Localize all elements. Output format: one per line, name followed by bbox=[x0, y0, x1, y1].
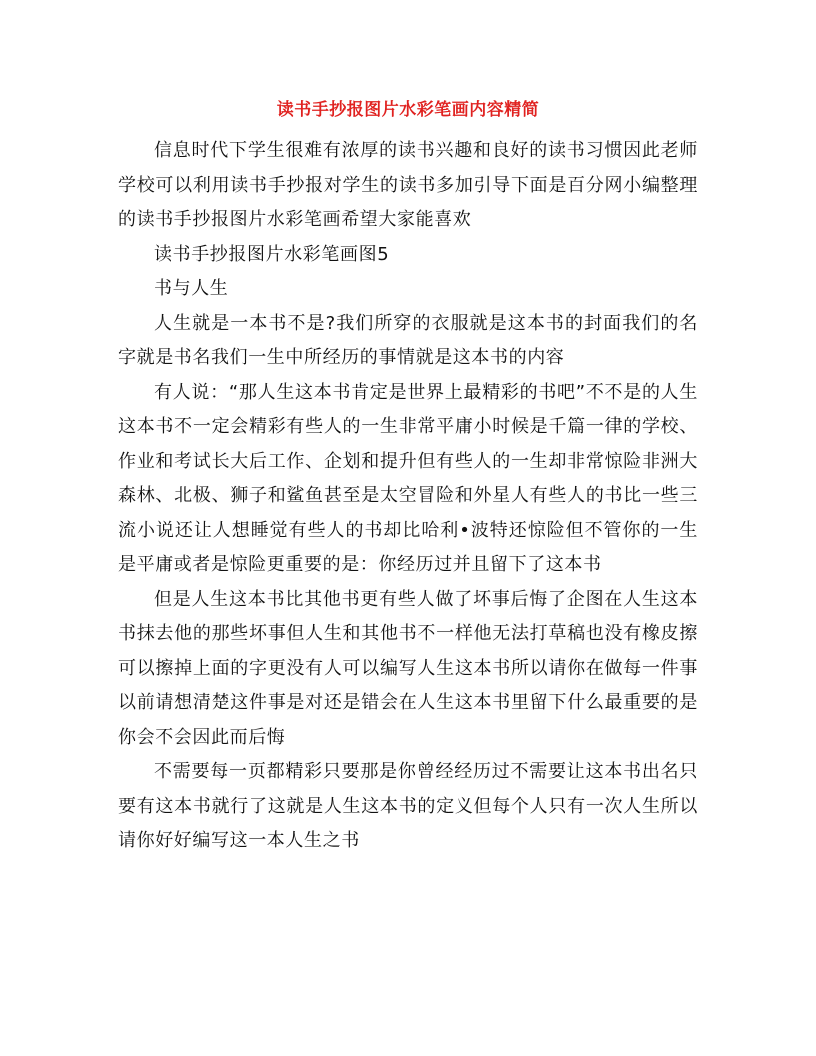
paragraph-life-is-a-book: 人生就是一本书不是?我们所穿的衣服就是这本书的封面我们的名字就是书名我们一生中所经历的事情就是这本书的内容 bbox=[118, 312, 698, 368]
document-body bbox=[118, 134, 698, 859]
paragraph-but-life-book: 但是人生这本书比其他书更有些人做了坏事后悔了企图在人生这本书抹去他的那些坏事但人生和其他书不一样他无法打草稿也没有橡皮擦可以擦掉上面的字更没有人可以编写人生这本书所以请你在做每一件事以前请想清楚这件事是对还是错会在人生这本书里留下什么最重要的是你会不会因此而后悔 bbox=[118, 588, 698, 748]
paragraph-intro: 信息时代下学生很难有浓厚的读书兴趣和良好的读书习惯因此老师学校可以利用读书手抄报对学生的读书多加引导下面是百分网小编整理的读书手抄报图片水彩笔画希望大家能喜欢 bbox=[118, 140, 698, 230]
paragraph-conclusion: 不需要每一页都精彩只要那是你曾经经历过不需要让这本书出名只要有这本书就行了这就是人生这本书的定义但每个人只有一次人生所以请你好好编写这一本人生之书 bbox=[118, 761, 698, 851]
paragraph-image-caption: 读书手抄报图片水彩笔画图5 bbox=[154, 243, 390, 265]
document-title: 读书手抄报图片水彩笔画内容精简 bbox=[276, 100, 540, 120]
paragraph-subheading: 书与人生 bbox=[154, 278, 229, 299]
paragraph-someone-said: 有人说：“那人生这本书肯定是世界上最精彩的书吧”不不是的人生这本书不一定会精彩有些人的一生非常平庸小时候是千篇一律的学校、作业和考试长大后工作、企划和提升但有些人的一生却非常惊险非洲大森林、北极、狮子和鲨鱼甚至是太空冒险和外星人有些人的书比一些三流小说还让人想睡觉有些人的书却比哈利•波特还惊险但不管你的一生是平庸或者是惊险更重要的是：你经历过并且留下了这本书 bbox=[118, 381, 698, 575]
